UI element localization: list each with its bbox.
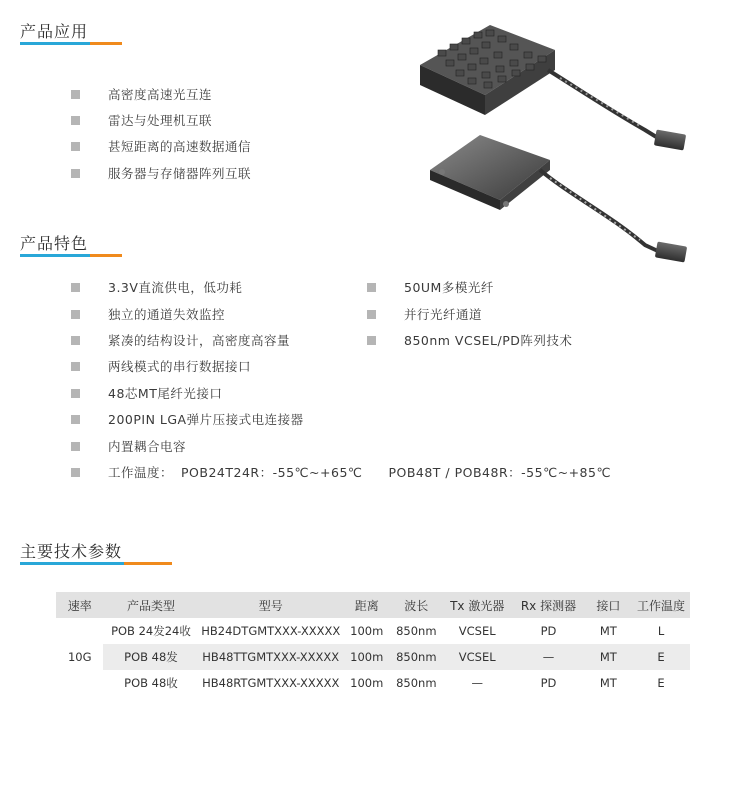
feature-item: 850nm VCSEL/PD阵列技术 (367, 331, 572, 349)
feature-item: 48芯MT尾纤光接口 (71, 384, 222, 402)
table-cell: 100m (343, 644, 390, 670)
column-header: Tx 激光器 (442, 592, 512, 618)
square-bullet-icon (71, 90, 80, 99)
temp-label: 工作温度： (108, 465, 174, 480)
feature-item: 两线模式的串行数据接口 (71, 357, 251, 375)
table-row (56, 644, 690, 670)
feature-item: 独立的通道失效监控 (71, 305, 225, 323)
square-bullet-icon (71, 389, 80, 398)
square-bullet-icon (71, 442, 80, 451)
temp-value-1: POB24T24R：-55℃~+65℃ (181, 465, 363, 480)
table-header-row (56, 592, 690, 618)
table-cell: POB 48发 (103, 644, 198, 670)
table-cell: 850nm (391, 644, 443, 670)
square-bullet-icon (71, 468, 80, 477)
table-cell: MT (599, 676, 617, 690)
table-cell: HB48TTGMTXXX-XXXXX (198, 644, 343, 670)
params-section-title (20, 539, 122, 562)
feature-item: 紧凑的结构设计，高密度高容量 (71, 331, 290, 349)
table-cell: POB 24发24收 (111, 624, 191, 638)
square-bullet-icon (71, 362, 80, 371)
product-module-image (410, 20, 700, 270)
application-section-title (20, 19, 88, 42)
square-bullet-icon (71, 142, 80, 151)
table-cell: POB 48收 (124, 676, 178, 690)
table-cell: L (657, 624, 665, 638)
column-header: 接口 (585, 592, 632, 618)
column-header: 型号 (198, 592, 343, 618)
feature-item: 3.3V直流供电，低功耗 (71, 278, 242, 296)
square-bullet-icon (71, 336, 80, 345)
square-bullet-icon (71, 310, 80, 319)
table-cell: 100m (350, 624, 384, 638)
table-cell: HB48RTGMTXXX-XXXXX (202, 676, 340, 690)
params-title-text: 主要技术参数 (20, 542, 123, 561)
title-underline (20, 562, 172, 565)
params-table (56, 592, 690, 696)
column-header: 产品类型 (103, 592, 198, 618)
column-header: 距离 (343, 592, 390, 618)
square-bullet-icon (71, 283, 80, 292)
feature-item: 并行光纤通道 (367, 305, 482, 323)
application-title-text: 产品应用 (20, 22, 89, 41)
title-underline (20, 254, 122, 257)
application-item: 高密度高速光互连 (71, 85, 212, 103)
table-cell: — (512, 644, 584, 670)
square-bullet-icon (71, 415, 80, 424)
table-cell: PD (540, 676, 557, 690)
column-header: 工作温度 (632, 592, 690, 618)
table-cell: E (657, 676, 665, 690)
square-bullet-icon (71, 169, 80, 178)
column-header: 波长 (391, 592, 443, 618)
table-cell: 100m (350, 676, 384, 690)
square-bullet-icon (367, 310, 376, 319)
features-section-title (20, 231, 88, 254)
table-cell: — (471, 676, 483, 690)
column-header: 速率 (56, 592, 103, 618)
column-header: Rx 探测器 (512, 592, 584, 618)
square-bullet-icon (71, 116, 80, 125)
application-item: 雷达与处理机互联 (71, 111, 212, 129)
table-cell: VCSEL (458, 624, 496, 638)
table-cell: E (632, 644, 690, 670)
table-cell: HB24DTGMTXXX-XXXXX (201, 624, 341, 638)
title-underline (20, 42, 122, 45)
table-row (56, 618, 690, 644)
feature-item: 200PIN LGA弹片压接式电连接器 (71, 410, 304, 428)
application-item: 服务器与存储器阵列互联 (71, 164, 251, 182)
table-row (56, 670, 690, 696)
table-cell: PD (540, 624, 557, 638)
features-title-text: 产品特色 (20, 234, 89, 253)
table-cell: 850nm (396, 676, 437, 690)
feature-item: 50UM多模光纤 (367, 278, 494, 296)
application-item: 甚短距离的高速数据通信 (71, 137, 251, 155)
square-bullet-icon (367, 283, 376, 292)
temp-value-2: POB48T / POB48R：-55℃~+85℃ (388, 465, 611, 480)
feature-item-temperature (71, 463, 611, 481)
table-cell: MT (599, 624, 617, 638)
speed-cell: 10G (67, 650, 92, 664)
table-cell: 850nm (396, 624, 437, 638)
square-bullet-icon (367, 336, 376, 345)
table-cell: MT (585, 644, 632, 670)
table-cell: VCSEL (442, 644, 512, 670)
feature-item: 内置耦合电容 (71, 437, 186, 455)
